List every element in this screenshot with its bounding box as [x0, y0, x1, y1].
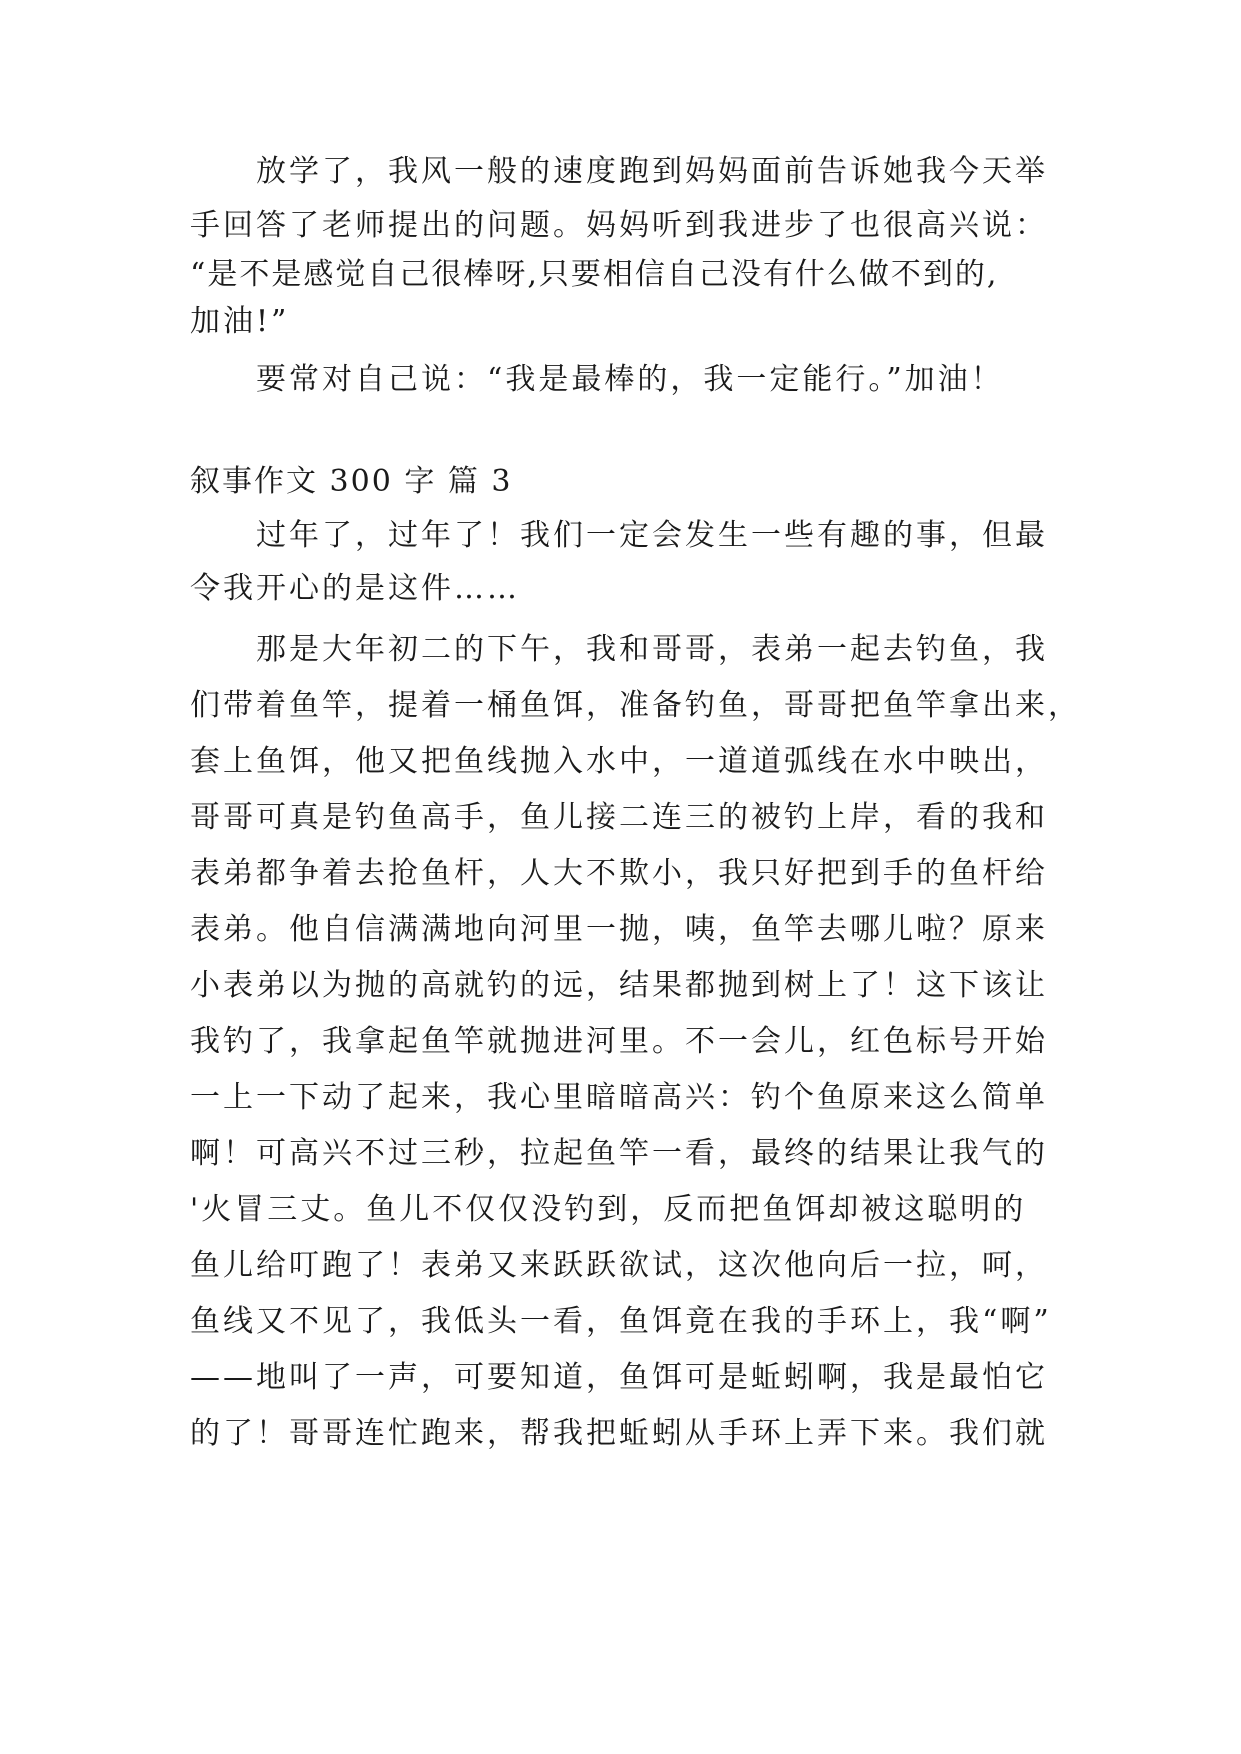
paragraph-line: 过年了，过年了！我们一定会发生一些有趣的事，但最 [256, 518, 1048, 553]
paragraph-line: 表弟都争着去抢鱼杆，人大不欺小，我只好把到手的鱼杆给 [190, 856, 1048, 891]
paragraph-line: 我钓了，我拿起鱼竿就抛进河里。不一会儿，红色标号开始 [190, 1024, 1048, 1059]
paragraph-line: 表弟。他自信满满地向河里一抛，咦，鱼竿去哪儿啦？原来 [190, 912, 1048, 947]
paragraph-line: 鱼儿给叮跑了！表弟又来跃跃欲试，这次他向后一拉，呵， [190, 1248, 1048, 1283]
paragraph-line: ——地叫了一声，可要知道，鱼饵可是蚯蚓啊，我是最怕它 [190, 1360, 1048, 1395]
paragraph-line: “是不是感觉自己很棒呀,只要相信自己没有什么做不到的, [190, 257, 999, 292]
paragraph-line: 一上一下动了起来，我心里暗暗高兴：钓个鱼原来这么简单 [190, 1080, 1048, 1115]
paragraph-line: 套上鱼饵，他又把鱼线抛入水中，一道道弧线在水中映出， [190, 744, 1048, 779]
paragraph-line: 小表弟以为抛的高就钓的远，结果都抛到树上了！这下该让 [190, 968, 1048, 1003]
paragraph-line: 那是大年初二的下午，我和哥哥，表弟一起去钓鱼，我 [256, 632, 1048, 667]
paragraph-line: 的了！哥哥连忙跑来，帮我把蚯蚓从手环上弄下来。我们就 [190, 1416, 1048, 1451]
paragraph-line: 鱼线又不见了，我低头一看，鱼饵竟在我的手环上，我“啊” [190, 1304, 1052, 1339]
paragraph-line: 们带着鱼竿，提着一桶鱼饵，准备钓鱼，哥哥把鱼竿拿出来， [190, 688, 1081, 723]
paragraph-line: 加油!” [190, 304, 290, 339]
paragraph-line: '火冒三丈。鱼儿不仅仅没钓到，反而把鱼饵却被这聪明的 [190, 1192, 1027, 1227]
paragraph-line: 哥哥可真是钓鱼高手，鱼儿接二连三的被钓上岸，看的我和 [190, 800, 1048, 835]
paragraph-line: 放学了，我风一般的速度跑到妈妈面前告诉她我今天举 [256, 154, 1048, 189]
paragraph-line: 啊！可高兴不过三秒，拉起鱼竿一看，最终的结果让我气的 [190, 1136, 1048, 1171]
paragraph-line: 手回答了老师提出的问题。妈妈听到我进步了也很高兴说： [190, 208, 1048, 243]
paragraph-line: 令我开心的是这件…… [190, 571, 520, 606]
paragraph-line: 要常对自己说：“我是最棒的，我一定能行。”加油！ [256, 362, 1004, 397]
section-heading: 叙事作文 300 字 篇 3 [190, 464, 513, 499]
